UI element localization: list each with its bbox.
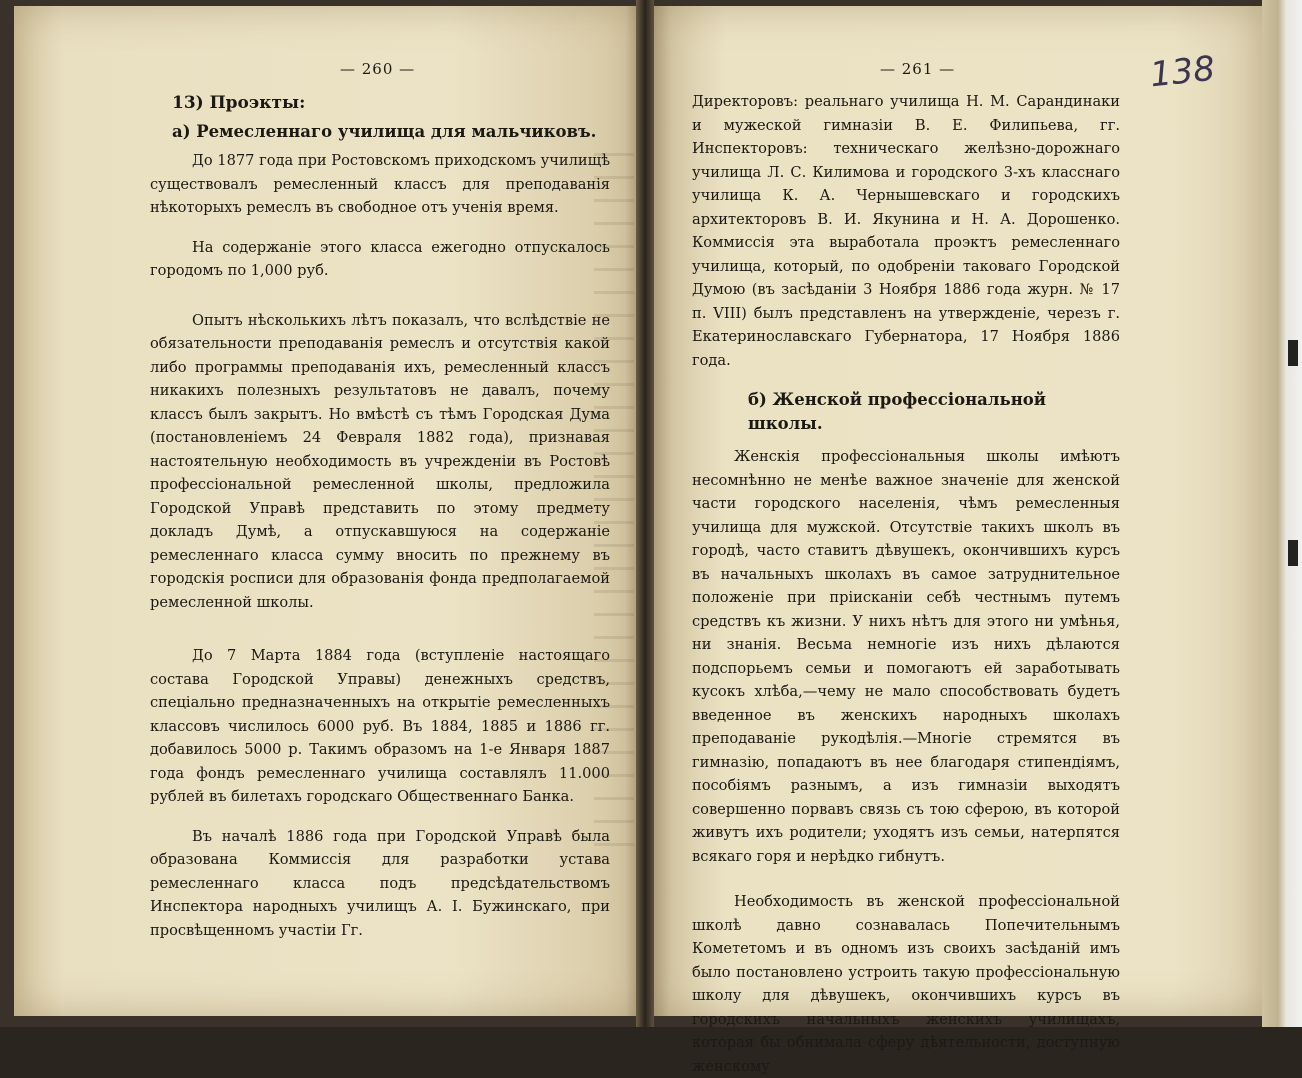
paragraph: Женскія профессіональныя школы имѣютъ несомнѣнно не менѣе важное значеніе для женской части городского населенія, чѣмъ ремесленныя училища для мужской. Отсутствіе такихъ школъ въ городѣ, часто ставитъ дѣвушекъ, окончившихъ курсъ въ начальныхъ школахъ въ самое затруднительное положеніе при пріисканіи себѣ честнымъ путемъ средствъ къ жизни. У нихъ нѣтъ для этого ни умѣнья, ни знанія. Весьма немногіе изъ нихъ дѣлаются подспорьемъ семьи и помогаютъ ей заработывать кусокъ хлѣба,—чему не мало способствовать будетъ введенное въ женскихъ народныхъ школахъ преподаваніе рукодѣлія.—Многіе стремятся въ гимназію, попадаютъ въ нее благодаря стипендіямъ, пособіямъ разнымъ, а изъ гимназіи выходятъ совершенно порвавъ связь съ тою сферою, въ которой живутъ ихъ родители; уходятъ изъ семьи, натерпятся всякаго горя и нерѣдко гибнутъ. xyxy=(692,448,1120,865)
book-gutter xyxy=(636,0,654,1027)
paragraph: Необходимость въ женской профессіональной школѣ давно сознавалась Попечительнымъ Комететомъ и въ одномъ изъ своихъ засѣданій имъ было постановлено устроить такую профессіональную школу для дѣвушекъ, окончившихъ курсъ въ городскихъ начальныхъ женскихъ училищахъ, которая бы обнимала сферу дѣятельности, доступную женскому xyxy=(692,893,1120,1075)
left-page-text xyxy=(150,92,610,942)
paragraph: Директоровъ: реальнаго училища Н. М. Сарандинаки и мужеской гимназіи В. Е. Филипьева, гг. Инспекторовъ: техническаго желѣзно-дорожнаго училища Л. С. Килимова и городского 3-хъ класснаго училища К. А. Чернышевскаго и городскихъ архитекторовъ В. И. Якунина и Н. А. Дорошенко. Коммиссія эта выработала проэктъ ремесленнаго училища, который, по одобреніи таковаго Городской Думою (въ засѣданіи 3 Ноября 1886 года журн. № 17 п. VIII) былъ представленъ на утвержденіе, черезъ г. Екатеринославскаго Губернатора, 17 Ноября 1886 года. xyxy=(692,93,1120,369)
paragraph: Опытъ нѣсколькихъ лѣтъ показалъ, что вслѣдствіе не обязательности преподаванія ремеслъ и отсутствія какой либо программы преподаванія ихъ, ремесленный классъ никакихъ полезныхъ результатовъ не давалъ, почему классъ былъ закрытъ. Но вмѣстѣ съ тѣмъ Городская Дума (постановленіемъ 24 Февраля 1882 года), признавая настоятельную необходимость въ учрежденіи въ Ростовѣ профессіональной ремесленной школы, предложила Городской Управѣ представить по этому предмету докладъ Думѣ, а отпускавшуюся на содержаніе ремесленнаго класса сумму вносить по прежнему въ городскія росписи для образованія фонда предполагаемой ремесленной школы. xyxy=(150,311,610,611)
paragraph: До 7 Марта 1884 года (вступленіе настоящаго состава Городской Управы) денежныхъ средствъ, спеціально предназначенныхъ на открытіе ремесленныхъ классовъ числилось 6000 руб. Въ 1884, 1885 и 1886 гг. добавилось 5000 р. Такимъ образомъ на 1-е Января 1887 года фондъ ремесленнаго училища составлялъ 11.000 рублей въ билетахъ городскаго Общественнаго Банка. xyxy=(150,647,610,805)
section-subheading: б) Женской профессіональной школы. xyxy=(748,390,1047,433)
handwritten-folio-number: 138 xyxy=(1148,48,1217,96)
section-heading: 13) Проэкты: xyxy=(172,93,306,113)
paragraph: На содержаніе этого класса ежегодно отпускалось городомъ по 1,000 руб. xyxy=(150,238,610,279)
edge-marker xyxy=(1288,540,1298,566)
section-subheading: а) Ремесленнаго училища для мальчиковъ. xyxy=(172,121,597,141)
edge-marker xyxy=(1288,340,1298,366)
page-edge xyxy=(1262,0,1302,1027)
left-page-number: — 260 — xyxy=(340,60,416,78)
right-page-number: — 261 — xyxy=(880,60,956,78)
paragraph: Въ началѣ 1886 года при Городской Управѣ была образована Коммиссія для разработки устава ремесленнаго класса подъ предсѣдательствомъ Инспектора народныхъ училищъ А. І. Бужинскаго, при просвѣщенномъ участіи Гг. xyxy=(150,827,610,939)
paragraph: До 1877 года при Ростовскомъ приходскомъ училищѣ существовалъ ремесленный классъ для преподаванія нѣкоторыхъ ремеслъ въ свободное отъ ученія время. xyxy=(150,152,610,216)
right-page-text xyxy=(692,90,1120,1078)
